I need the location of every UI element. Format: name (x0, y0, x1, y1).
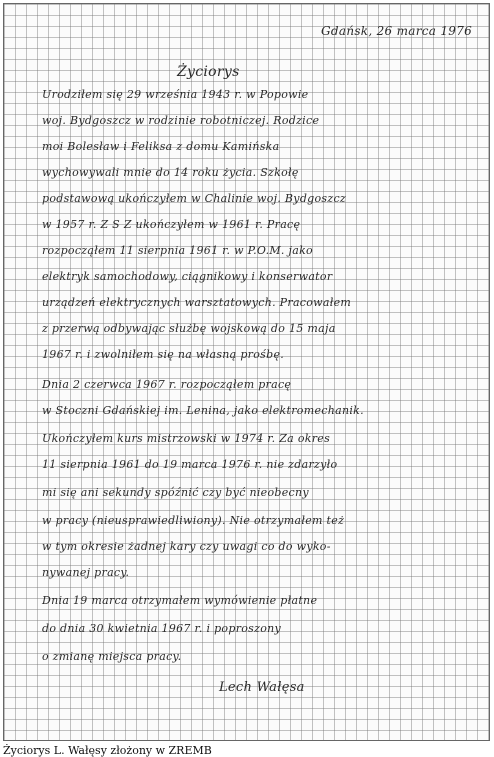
document-date: Gdańsk, 26 marca 1976 (321, 24, 473, 38)
text-line: w Stoczni Gdańskiej im. Lenina, jako elektromechanik. (42, 404, 364, 417)
document-title: Życiorys (177, 64, 240, 80)
text-line: w 1957 r. Z S Z ukończyłem w 1961 r. Pracę (42, 218, 301, 231)
text-line: podstawową ukończyłem w Chalinie woj. Bydgoszcz (42, 192, 347, 205)
text-line: w pracy (nieusprawiedliwiony). Nie otrzymałem też (42, 514, 345, 527)
text-line: Dnia 19 marca otrzymałem wymówienie płatne (42, 594, 318, 607)
text-line: 1967 r. i zwolniłem się na własną prośbę. (42, 348, 285, 361)
text-line: 11 sierpnia 1961 do 19 marca 1976 r. nie zdarzyło (42, 458, 338, 471)
image-caption: Życiorys L. Wałęsy złożony w ZREMB (3, 744, 212, 757)
text-line: Urodziłem się 29 września 1943 r. w Popowie (42, 88, 309, 101)
text-line: urządzeń elektrycznych warsztatowych. Pracowałem (42, 296, 352, 309)
text-line: Dnia 2 czerwca 1967 r. rozpocząłem pracę (42, 378, 292, 391)
text-line: do dnia 30 kwietnia 1967 r. i poproszony (42, 622, 282, 635)
text-line: moi Bolesław i Feliksa z domu Kamińska (42, 140, 280, 153)
text-line: z przerwą odbywając służbę wojskową do 15 maja (42, 322, 336, 335)
handwritten-cv-sheet (3, 3, 490, 741)
text-line: rozpocząłem 11 sierpnia 1961 r. w P.O.M. jako (42, 244, 313, 257)
text-line: wychowywali mnie do 14 roku życia. Szkołę (42, 166, 299, 179)
text-line: w tym okresie żadnej kary czy uwagi co do wyko- (42, 540, 331, 553)
text-line: nywanej pracy. (42, 566, 130, 579)
text-line: Ukończyłem kurs mistrzowski w 1974 r. Za okres (42, 432, 331, 445)
text-line: o zmianę miejsca pracy. (42, 650, 182, 663)
text-line: elektryk samochodowy, ciągnikowy i konserwator (42, 270, 333, 283)
signature: Lech Wałęsa (219, 680, 305, 695)
text-line: mi się ani sekundy spóźnić czy być nieobecny (42, 486, 309, 499)
text-line: woj. Bydgoszcz w rodzinie robotniczej. Rodzice (42, 114, 320, 127)
